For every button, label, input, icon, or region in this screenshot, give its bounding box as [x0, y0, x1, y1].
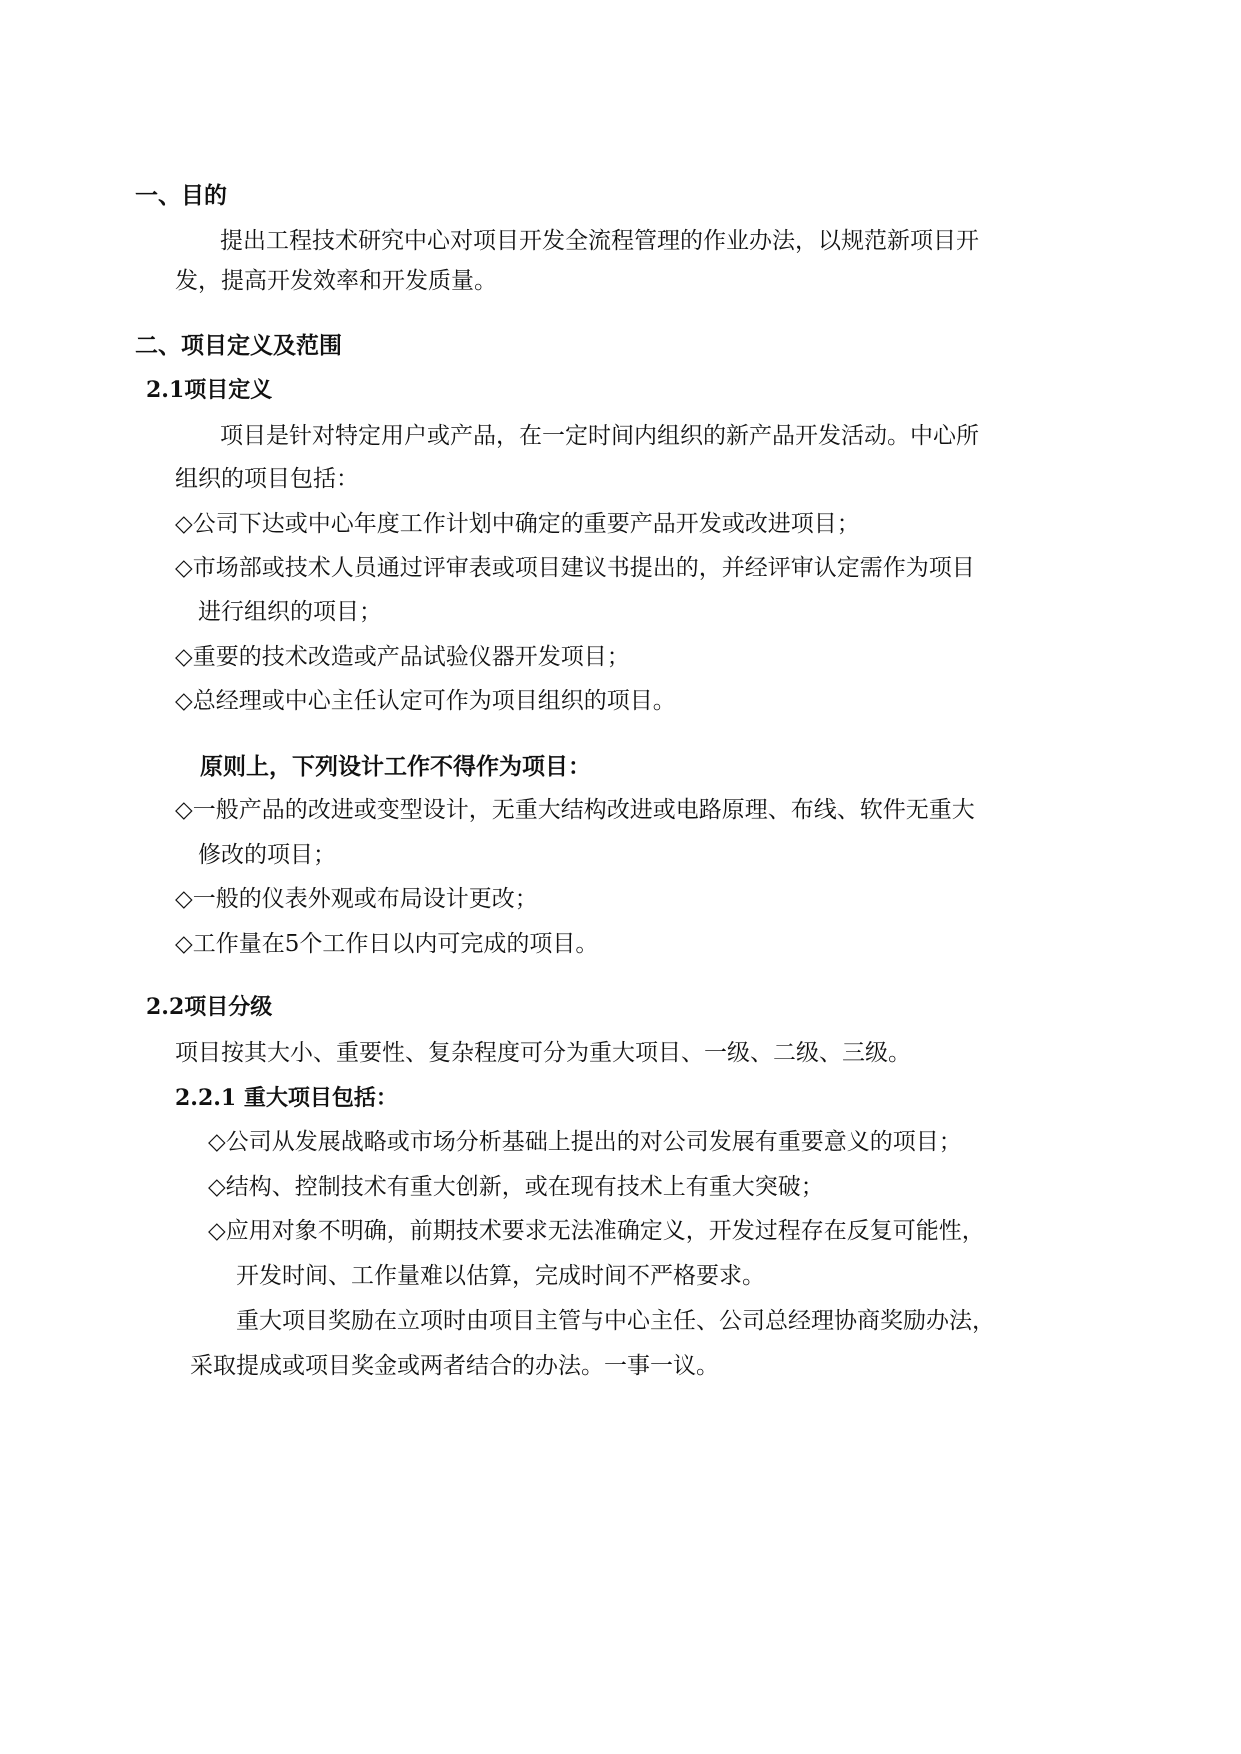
section-2-heading: 二、项目定义及范围 — [135, 332, 342, 359]
list-item-continuation: 进行组织的项目； — [198, 599, 382, 625]
section-2-1-paragraph-line-2: 组织的项目包括： — [175, 466, 359, 492]
list-item: ◇重要的技术改造或产品试验仪器开发项目； — [175, 644, 630, 670]
section-1-paragraph-line-1: 提出工程技术研究中心对项目开发全流程管理的作业办法，以规范新项目开 — [220, 228, 979, 254]
section-2-2-1-heading: 2.2.1 重大项目包括： — [175, 1085, 398, 1111]
list-item: ◇一般产品的改进或变型设计，无重大结构改进或电路原理、布线、软件无重大 — [175, 797, 975, 823]
section-2-2-1-paragraph-line-1: 重大项目奖励在立项时由项目主管与中心主任、公司总经理协商奖励办法， — [236, 1308, 995, 1334]
section-2-2-1-paragraph-line-2: 采取提成或项目奖金或两者结合的办法。一事一议。 — [190, 1353, 719, 1379]
list-item: ◇总经理或中心主任认定可作为项目组织的项目。 — [175, 688, 676, 714]
list-item-continuation: 修改的项目； — [198, 842, 336, 868]
list-item: ◇公司下达或中心年度工作计划中确定的重要产品开发或改进项目； — [175, 511, 860, 537]
principle-heading: 原则上，下列设计工作不得作为项目： — [200, 753, 591, 780]
list-item: ◇一般的仪表外观或布局设计更改； — [175, 886, 538, 912]
list-item: ◇公司从发展战略或市场分析基础上提出的对公司发展有重要意义的项目； — [208, 1129, 962, 1155]
list-item: ◇结构、控制技术有重大创新，或在现有技术上有重大突破； — [208, 1174, 824, 1200]
section-1-paragraph-line-2: 发，提高开发效率和开发质量。 — [175, 268, 497, 294]
section-2-2-paragraph: 项目按其大小、重要性、复杂程度可分为重大项目、一级、二级、三级。 — [175, 1040, 911, 1066]
section-1-heading: 一、目的 — [135, 182, 227, 209]
list-item: ◇工作量在5个工作日以内可完成的项目。 — [175, 931, 599, 957]
section-2-2-heading: 2.2项目分级 — [146, 994, 273, 1020]
list-item: ◇应用对象不明确，前期技术要求无法准确定义，开发过程存在反复可能性， — [208, 1218, 985, 1244]
list-item: ◇市场部或技术人员通过评审表或项目建议书提出的，并经评审认定需作为项目 — [175, 555, 975, 581]
section-2-1-heading: 2.1项目定义 — [146, 377, 273, 403]
list-item-continuation: 开发时间、工作量难以估算，完成时间不严格要求。 — [236, 1263, 765, 1289]
section-2-1-paragraph-line-1: 项目是针对特定用户或产品，在一定时间内组织的新产品开发活动。中心所 — [220, 423, 979, 449]
